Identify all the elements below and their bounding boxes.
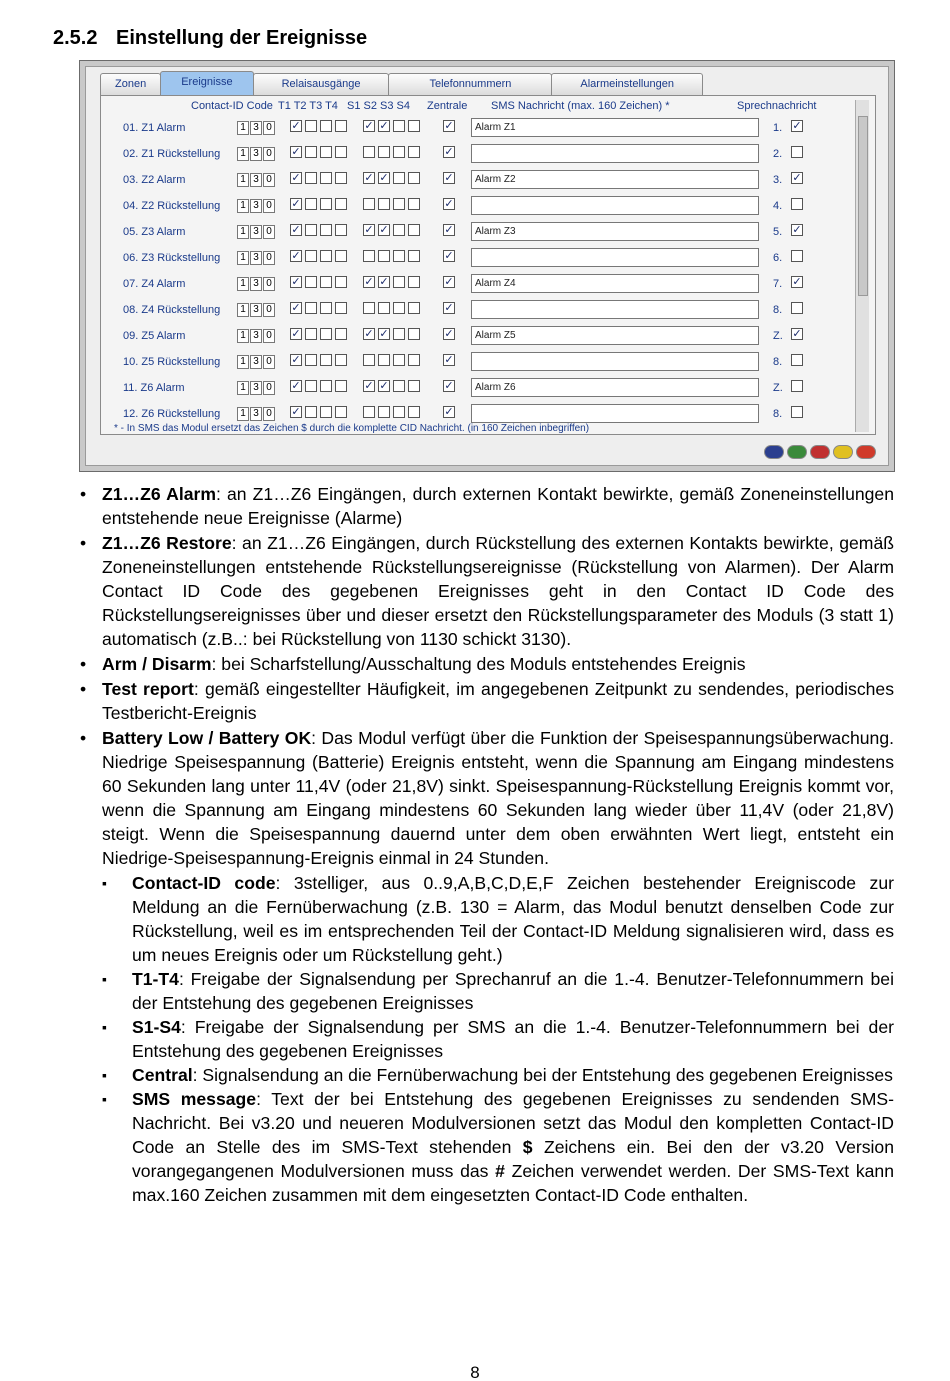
voice-message-number: 8.	[773, 408, 783, 420]
events-panel	[100, 95, 876, 435]
language-flag-icon[interactable]	[764, 445, 784, 459]
sub-bullet-term: Contact-ID code	[132, 873, 276, 893]
t3-checkbox[interactable]	[320, 302, 332, 314]
t2-checkbox[interactable]	[305, 146, 317, 158]
code-digit[interactable]: 0	[263, 303, 275, 317]
code-digit[interactable]: 1	[237, 381, 249, 395]
voice-message-number: 2.	[773, 148, 783, 160]
sub-bullet-term: Central	[132, 1065, 193, 1085]
col-header-t: T1 T2 T3 T4	[278, 100, 338, 112]
code-digit[interactable]: 3	[250, 199, 262, 213]
voice-message-number: 5.	[773, 226, 783, 238]
code-digit[interactable]: 3	[250, 147, 262, 161]
sms-footnote: * - In SMS das Modul ersetzt das Zeichen $ durch die komplette CID Nachricht. (in 160 Zeichen inbegriffen)	[114, 423, 590, 434]
s2-checkbox[interactable]	[378, 146, 390, 158]
s1-checkbox[interactable]	[363, 302, 375, 314]
central-checkbox[interactable]: ✓	[444, 328, 454, 340]
s3-checkbox[interactable]	[393, 354, 405, 366]
code-digit[interactable]: 0	[263, 121, 275, 135]
sms-message-input[interactable]: Alarm Z5	[471, 326, 759, 345]
t3-checkbox[interactable]	[320, 120, 332, 132]
central-checkbox[interactable]: ✓	[444, 120, 454, 132]
code-digit[interactable]: 0	[263, 225, 275, 239]
t2-checkbox[interactable]	[305, 302, 317, 314]
s4-checkbox[interactable]	[408, 302, 420, 314]
t3-checkbox[interactable]	[320, 224, 332, 236]
t3-checkbox[interactable]	[320, 172, 332, 184]
code-digit[interactable]: 0	[263, 173, 275, 187]
code-digit[interactable]: 3	[250, 329, 262, 343]
col-header-code: Contact-ID Code	[191, 100, 273, 112]
s4-checkbox[interactable]	[408, 120, 420, 132]
contact-id-code-field[interactable]	[237, 329, 276, 343]
code-digit[interactable]: 0	[263, 277, 275, 291]
sms-message-input[interactable]: Alarm Z4	[471, 274, 759, 293]
event-row	[101, 168, 871, 194]
sub-bullet-text: Zeichens ein. Bei den der v3.20 Version vorangegangenen Modulversionen muss das	[132, 1137, 895, 1181]
code-digit[interactable]: 3	[250, 173, 262, 187]
sms-message-input[interactable]	[471, 144, 759, 163]
bullet-term: Test report	[102, 679, 194, 699]
hash-symbol: #	[495, 1161, 505, 1181]
bullet-term: Arm / Disarm	[102, 654, 212, 674]
t3-checkbox[interactable]	[320, 354, 332, 366]
tab-ereignisse[interactable]: Ereignisse	[160, 71, 253, 95]
sms-message-input[interactable]	[471, 300, 759, 319]
s3-checkbox[interactable]	[393, 328, 405, 340]
code-digit[interactable]: 3	[250, 121, 262, 135]
sms-message-input[interactable]	[471, 352, 759, 371]
event-label: 12. Z6 Rückstellung	[123, 408, 221, 420]
s3-checkbox[interactable]	[393, 276, 405, 288]
sub-bullet-item	[78, 871, 894, 967]
t3-checkbox[interactable]	[320, 276, 332, 288]
event-label: 11. Z6 Alarm	[123, 382, 185, 394]
settings-window	[85, 66, 889, 466]
s3-checkbox[interactable]	[393, 380, 405, 392]
col-header-central: Zentrale	[427, 100, 468, 112]
event-label: 04. Z2 Rückstellung	[123, 200, 221, 212]
code-digit[interactable]: 0	[263, 381, 275, 395]
t1-checkbox[interactable]: ✓	[291, 354, 301, 366]
tab-alarmeinstellungen[interactable]: Alarmeinstellungen	[551, 73, 703, 95]
voice-message-checkbox[interactable]	[791, 354, 803, 366]
bullet-item	[78, 652, 894, 676]
sms-message-input[interactable]: Alarm Z3	[471, 222, 759, 241]
voice-message-number: 6.	[773, 252, 783, 264]
language-flag-icon[interactable]	[810, 445, 830, 459]
s4-checkbox[interactable]	[408, 276, 420, 288]
bullet-list	[78, 482, 894, 870]
code-digit[interactable]: 0	[263, 407, 275, 421]
s2-checkbox[interactable]: ✓	[379, 380, 389, 392]
voice-message-checkbox[interactable]: ✓	[792, 172, 802, 184]
sms-message-input[interactable]	[471, 248, 759, 267]
s3-checkbox[interactable]	[393, 198, 405, 210]
voice-message-number: 7.	[773, 278, 783, 290]
s1-checkbox[interactable]	[363, 250, 375, 262]
s1-checkbox[interactable]: ✓	[364, 380, 374, 392]
central-checkbox[interactable]: ✓	[444, 302, 454, 314]
sms-message-input[interactable]: Alarm Z2	[471, 170, 759, 189]
t2-checkbox[interactable]	[305, 328, 317, 340]
sub-bullet-item	[78, 1087, 894, 1207]
event-row	[101, 220, 871, 246]
central-checkbox[interactable]: ✓	[444, 406, 454, 418]
t4-checkbox[interactable]	[335, 146, 347, 158]
s3-checkbox[interactable]	[393, 250, 405, 262]
t3-checkbox[interactable]	[320, 406, 332, 418]
settings-screenshot	[79, 60, 895, 472]
language-flag-icon[interactable]	[787, 445, 807, 459]
voice-message-checkbox[interactable]: ✓	[792, 328, 802, 340]
sub-bullet-text: : Freigabe der Signalsendung per SMS an die 1.-4. Benutzer-Telefonnummern bei der Entstehung des gegebenen Ereignisses	[132, 1017, 894, 1061]
language-flags	[764, 445, 876, 459]
code-digit[interactable]: 1	[237, 329, 249, 343]
code-digit[interactable]: 0	[263, 329, 275, 343]
t4-checkbox[interactable]	[335, 302, 347, 314]
sub-bullet-list	[78, 871, 894, 1207]
central-checkbox[interactable]: ✓	[444, 172, 454, 184]
event-label: 07. Z4 Alarm	[123, 278, 186, 290]
contact-id-code-field[interactable]	[237, 147, 276, 161]
t3-checkbox[interactable]	[320, 380, 332, 392]
s1-checkbox[interactable]: ✓	[364, 224, 374, 236]
s3-checkbox[interactable]	[393, 302, 405, 314]
s3-checkbox[interactable]	[393, 172, 405, 184]
code-digit[interactable]: 1	[237, 121, 249, 135]
t4-checkbox[interactable]	[335, 406, 347, 418]
sub-bullet-text: : Text der bei Entstehung des gegebenen Ereignisses zu sendenden SMS-Nachricht. Bei v3.20 und neueren Modulversionen setzt das Modul den kompletten Contact-ID Code an Stelle des im SMS-Text stehenden	[132, 1089, 894, 1157]
voice-message-checkbox[interactable]	[791, 250, 803, 262]
voice-message-number: 1.	[773, 122, 783, 134]
t2-checkbox[interactable]	[305, 354, 317, 366]
s2-checkbox[interactable]	[378, 354, 390, 366]
code-digit[interactable]: 1	[237, 173, 249, 187]
code-digit[interactable]: 1	[237, 225, 249, 239]
voice-message-number: 8.	[773, 304, 783, 316]
code-digit[interactable]: 3	[250, 225, 262, 239]
s1-checkbox[interactable]: ✓	[364, 328, 374, 340]
s2-checkbox[interactable]: ✓	[379, 120, 389, 132]
s3-checkbox[interactable]	[393, 406, 405, 418]
sub-bullet-term: S1-S4	[132, 1017, 181, 1037]
t1-checkbox[interactable]: ✓	[291, 224, 301, 236]
s2-checkbox[interactable]	[378, 250, 390, 262]
contact-id-code-field[interactable]	[237, 303, 276, 317]
t4-checkbox[interactable]	[335, 172, 347, 184]
sub-bullet-text: : Signalsendung an die Fernüberwachung bei der Entstehung des gegebenen Ereignisses	[192, 1065, 893, 1085]
sub-bullet-text: : 3stelliger, aus 0..9,A,B,C,D,E,F Zeichen bestehender Ereigniscode zur Meldung an die Fernüberwachung (z.B. 130 = Alarm, das Modul benutzt denselben Code zur Rückstellung, weil es im entsprechenden Teil der Contact-ID Meldung signalisieren wird, dass es um neues Ereignis oder um Rückstellung geht.)	[132, 873, 894, 965]
s2-checkbox[interactable]: ✓	[379, 328, 389, 340]
event-row	[101, 246, 871, 272]
contact-id-code-field[interactable]	[237, 407, 276, 421]
vertical-scrollbar[interactable]	[855, 100, 869, 432]
event-label: 01. Z1 Alarm	[123, 122, 186, 134]
code-digit[interactable]: 3	[250, 277, 262, 291]
s3-checkbox[interactable]	[393, 120, 405, 132]
t2-checkbox[interactable]	[305, 406, 317, 418]
t1-checkbox[interactable]: ✓	[291, 302, 301, 314]
bullet-item	[78, 531, 894, 651]
bullet-term: Battery Low / Battery OK	[102, 728, 312, 748]
event-row	[101, 298, 871, 324]
s1-checkbox[interactable]: ✓	[364, 172, 374, 184]
s2-checkbox[interactable]	[378, 406, 390, 418]
description-text	[78, 482, 894, 1207]
t2-checkbox[interactable]	[305, 224, 317, 236]
bullet-text: : bei Scharfstellung/Ausschaltung des Moduls entstehendes Ereignis	[211, 654, 746, 674]
s2-checkbox[interactable]	[378, 302, 390, 314]
code-digit[interactable]: 1	[237, 277, 249, 291]
sms-message-input[interactable]: Alarm Z1	[471, 118, 759, 137]
central-checkbox[interactable]: ✓	[444, 354, 454, 366]
event-row	[101, 116, 871, 142]
code-digit[interactable]: 3	[250, 251, 262, 265]
s2-checkbox[interactable]	[378, 198, 390, 210]
contact-id-code-field[interactable]	[237, 121, 276, 135]
t1-checkbox[interactable]: ✓	[291, 328, 301, 340]
bullet-item	[78, 726, 894, 870]
t2-checkbox[interactable]	[305, 380, 317, 392]
contact-id-code-field[interactable]	[237, 277, 276, 291]
s1-checkbox[interactable]: ✓	[364, 120, 374, 132]
t4-checkbox[interactable]	[335, 250, 347, 262]
central-checkbox[interactable]: ✓	[444, 146, 454, 158]
contact-id-code-field[interactable]	[237, 225, 276, 239]
t3-checkbox[interactable]	[320, 328, 332, 340]
central-checkbox[interactable]: ✓	[444, 224, 454, 236]
contact-id-code-field[interactable]	[237, 355, 276, 369]
code-digit[interactable]: 1	[237, 303, 249, 317]
event-row	[101, 324, 871, 350]
t1-checkbox[interactable]: ✓	[291, 172, 301, 184]
event-row	[101, 376, 871, 402]
sub-bullet-item	[78, 1015, 894, 1063]
event-label: 10. Z5 Rückstellung	[123, 356, 221, 368]
code-digit[interactable]: 1	[237, 407, 249, 421]
s4-checkbox[interactable]	[408, 354, 420, 366]
tab-relaisausgaenge[interactable]: Relaisausgänge	[253, 73, 390, 95]
sub-bullet-term: T1-T4	[132, 969, 179, 989]
code-digit[interactable]: 1	[237, 251, 249, 265]
event-label: 06. Z3 Rückstellung	[123, 252, 221, 264]
sms-message-input[interactable]	[471, 404, 759, 423]
s4-checkbox[interactable]	[408, 250, 420, 262]
contact-id-code-field[interactable]	[237, 173, 276, 187]
language-flag-icon[interactable]	[856, 445, 876, 459]
event-label: 03. Z2 Alarm	[123, 174, 186, 186]
voice-message-checkbox[interactable]	[791, 302, 803, 314]
code-digit[interactable]: 1	[237, 355, 249, 369]
t2-checkbox[interactable]	[305, 172, 317, 184]
code-digit[interactable]: 0	[263, 147, 275, 161]
s1-checkbox[interactable]	[363, 146, 375, 158]
col-header-voice: Sprechnachricht	[737, 100, 817, 112]
bullet-term: Z1…Z6 Restore	[102, 533, 232, 553]
t1-checkbox[interactable]: ✓	[291, 250, 301, 262]
tab-zonen[interactable]: Zonen	[100, 73, 161, 95]
voice-message-number: 8.	[773, 356, 783, 368]
col-header-s: S1 S2 S3 S4	[347, 100, 410, 112]
code-digit[interactable]: 0	[263, 199, 275, 213]
contact-id-code-field[interactable]	[237, 381, 276, 395]
tab-bar	[100, 73, 702, 95]
t4-checkbox[interactable]	[335, 276, 347, 288]
t2-checkbox[interactable]	[305, 250, 317, 262]
bullet-text: : Das Modul verfügt über die Funktion der Speisespannungsüberwachung. Niedrige Speisespannung (Batterie) Ereignis entsteht, wenn die Spannung am Eingang mindestens 60 Sekunden lang unter 11,4V (oder 21,8V) sinkt. Speisespannung-Rückstellung Ereignis kommt vor, wenn die Spannung am Eingang mindestens 60 Sekunden lang wieder über 11,4V (oder 21,8V) steigt. Wenn die Speisespannung dauernd unter dem oben erwähnten Wert liegt, entsteht ein Niedrige-Speisespannung-Ereignis einmal in 24 Stunden.	[102, 728, 894, 868]
col-header-sms: SMS Nachricht (max. 160 Zeichen) *	[491, 100, 670, 112]
t1-checkbox[interactable]: ✓	[291, 120, 301, 132]
t4-checkbox[interactable]	[335, 380, 347, 392]
s1-checkbox[interactable]: ✓	[364, 276, 374, 288]
t2-checkbox[interactable]	[305, 120, 317, 132]
event-row	[101, 194, 871, 220]
t2-checkbox[interactable]	[305, 198, 317, 210]
t3-checkbox[interactable]	[320, 250, 332, 262]
section-heading: Einstellung der Ereignisse	[116, 27, 368, 49]
code-digit[interactable]: 3	[250, 407, 262, 421]
voice-message-checkbox[interactable]	[791, 146, 803, 158]
central-checkbox[interactable]: ✓	[444, 276, 454, 288]
voice-message-number: 4.	[773, 200, 783, 212]
t1-checkbox[interactable]: ✓	[291, 276, 301, 288]
section-number: 2.5.2	[53, 27, 98, 49]
central-checkbox[interactable]: ✓	[444, 198, 454, 210]
voice-message-number: 3.	[773, 174, 783, 186]
event-label: 09. Z5 Alarm	[123, 330, 186, 342]
t1-checkbox[interactable]: ✓	[291, 146, 301, 158]
sub-bullet-item	[78, 1063, 894, 1087]
t3-checkbox[interactable]	[320, 146, 332, 158]
s2-checkbox[interactable]: ✓	[379, 224, 389, 236]
t4-checkbox[interactable]	[335, 328, 347, 340]
code-digit[interactable]: 3	[250, 303, 262, 317]
bullet-text: : gemäß eingestellter Häufigkeit, im angegebenen Zeitpunkt zu sendendes, periodisches Testbericht-Ereignis	[102, 679, 895, 723]
sms-message-input[interactable]	[471, 196, 759, 215]
s4-checkbox[interactable]	[408, 406, 420, 418]
event-row	[101, 142, 871, 168]
bullet-text: : an Z1…Z6 Eingängen, durch externen Kontakt bewirkte, gemäß Zoneneinstellungen entstehende neue Ereignisse (Alarme)	[102, 484, 894, 528]
s2-checkbox[interactable]: ✓	[379, 276, 389, 288]
bullet-term: Z1…Z6 Alarm	[102, 484, 216, 504]
event-label: 05. Z3 Alarm	[123, 226, 186, 238]
t2-checkbox[interactable]	[305, 276, 317, 288]
event-label: 02. Z1 Rückstellung	[123, 148, 221, 160]
s4-checkbox[interactable]	[408, 328, 420, 340]
t1-checkbox[interactable]: ✓	[291, 380, 301, 392]
s4-checkbox[interactable]	[408, 198, 420, 210]
t4-checkbox[interactable]	[335, 120, 347, 132]
event-row	[101, 272, 871, 298]
code-digit[interactable]: 3	[250, 381, 262, 395]
language-flag-icon[interactable]	[833, 445, 853, 459]
bullet-item	[78, 482, 894, 530]
s1-checkbox[interactable]	[363, 406, 375, 418]
central-checkbox[interactable]: ✓	[444, 250, 454, 262]
s2-checkbox[interactable]: ✓	[379, 172, 389, 184]
event-label: 08. Z4 Rückstellung	[123, 304, 221, 316]
voice-message-checkbox[interactable]: ✓	[792, 120, 802, 132]
voice-message-checkbox[interactable]: ✓	[792, 276, 802, 288]
s3-checkbox[interactable]	[393, 146, 405, 158]
t3-checkbox[interactable]	[320, 198, 332, 210]
s4-checkbox[interactable]	[408, 224, 420, 236]
t1-checkbox[interactable]: ✓	[291, 198, 301, 210]
section-title	[53, 27, 367, 50]
voice-message-checkbox[interactable]	[791, 198, 803, 210]
s4-checkbox[interactable]	[408, 172, 420, 184]
voice-message-number: Z.	[773, 330, 783, 342]
sub-bullet-term: SMS message	[132, 1089, 257, 1109]
s1-checkbox[interactable]	[363, 198, 375, 210]
code-digit[interactable]: 0	[263, 251, 275, 265]
code-digit[interactable]: 0	[263, 355, 275, 369]
page-number: 8	[470, 1363, 480, 1381]
voice-message-checkbox[interactable]: ✓	[792, 224, 802, 236]
t1-checkbox[interactable]: ✓	[291, 406, 301, 418]
bullet-item	[78, 677, 894, 725]
voice-message-checkbox[interactable]	[791, 406, 803, 418]
t4-checkbox[interactable]	[335, 198, 347, 210]
event-row	[101, 350, 871, 376]
voice-message-checkbox[interactable]	[791, 380, 803, 392]
bullet-text: : an Z1…Z6 Eingängen, durch Rückstellung des externen Kontakts bewirkte, gemäß Zoneneinstellungen entstehende Rückstellungsereignisse (Rückstellung von Alarmen). Der Alarm Contact ID Code des gegebenen Ereignisses geht in den Contact ID Code des Rückstellungsereignisses über und dieser ersetzt den Rückstellungsparameter des Moduls (3 statt 1) automatisch (z.B..: bei Rückstellung von 1130 schickt 3130).	[102, 533, 894, 649]
s4-checkbox[interactable]	[408, 380, 420, 392]
sms-message-input[interactable]: Alarm Z6	[471, 378, 759, 397]
code-digit[interactable]: 1	[237, 147, 249, 161]
scrollbar-thumb[interactable]	[858, 116, 868, 296]
sub-bullet-text: : Freigabe der Signalsendung per Sprechanruf an die 1.-4. Benutzer-Telefonnummern bei der Entstehung des gegebenen Ereignisses	[132, 969, 894, 1013]
central-checkbox[interactable]: ✓	[444, 380, 454, 392]
s4-checkbox[interactable]	[408, 146, 420, 158]
dollar-symbol: $	[522, 1137, 533, 1157]
voice-message-number: Z.	[773, 382, 783, 394]
t4-checkbox[interactable]	[335, 224, 347, 236]
s1-checkbox[interactable]	[363, 354, 375, 366]
sub-bullet-item	[78, 967, 894, 1015]
contact-id-code-field[interactable]	[237, 199, 276, 213]
code-digit[interactable]: 1	[237, 199, 249, 213]
t4-checkbox[interactable]	[335, 354, 347, 366]
tab-telefonnummern[interactable]: Telefonnummern	[388, 73, 552, 95]
contact-id-code-field[interactable]	[237, 251, 276, 265]
code-digit[interactable]: 3	[250, 355, 262, 369]
s3-checkbox[interactable]	[393, 224, 405, 236]
sub-bullet-text: Zeichen verwendet werden. Der SMS-Text kann max.160 Zeichen zusammen mit dem eingesetzten Contact-ID Code enthalten.	[132, 1161, 894, 1205]
